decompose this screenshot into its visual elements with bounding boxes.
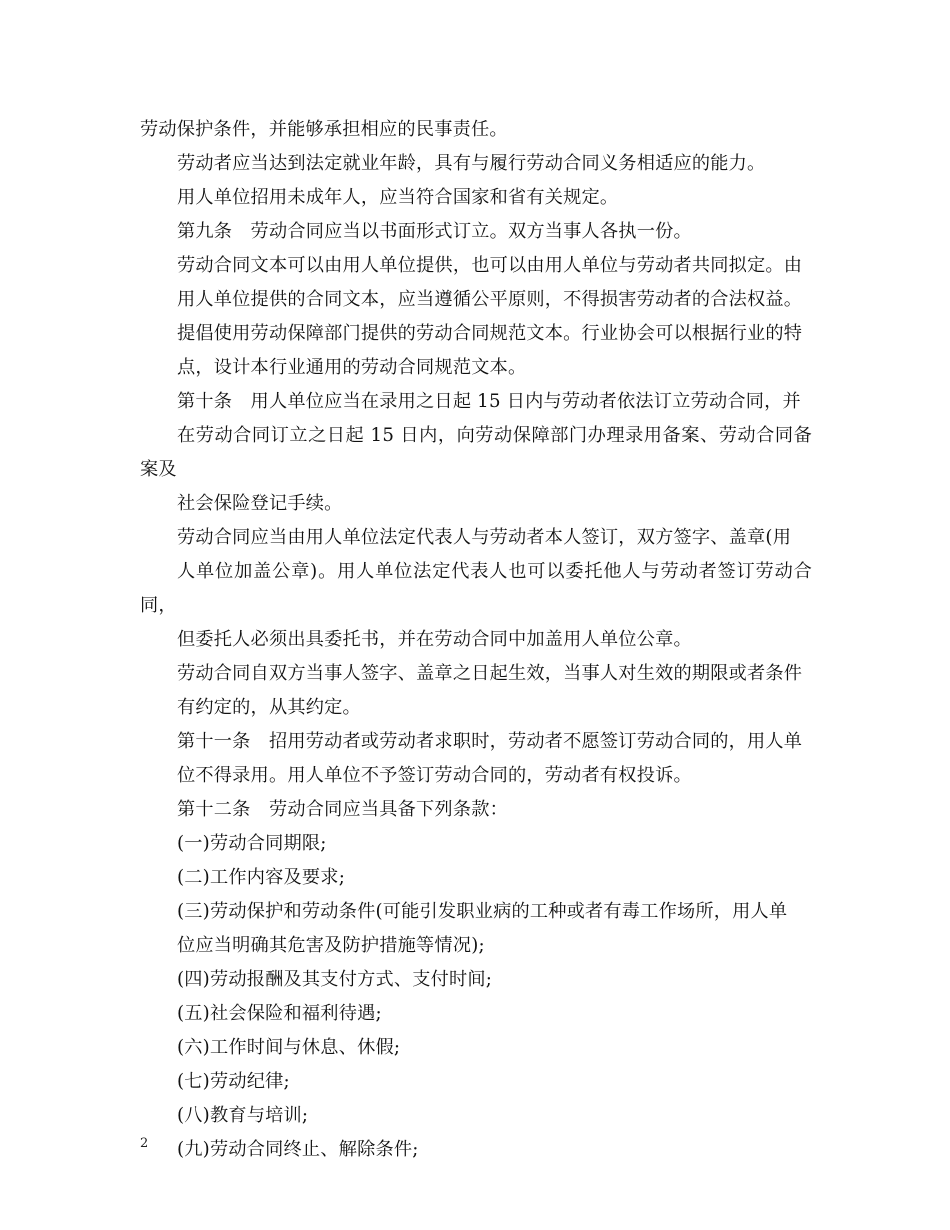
paragraph xyxy=(140,215,812,249)
text-line: 用人单位招用未成年人，应当符合国家和省有关规定。 xyxy=(177,187,619,208)
text-line: 第九条 劳动合同应当以书面形式订立。双方当事人各执一份。 xyxy=(177,221,692,242)
text-line: 第十条 用人单位应当在录用之日起 15 日内与劳动者依法订立劳动合同，并 xyxy=(177,391,801,412)
text-line: 用人单位提供的合同文本，应当遵循公平原则，不得损害劳动者的合法权益。 xyxy=(177,289,803,310)
text-line: 第十一条 招用劳动者或劳动者求职时，劳动者不愿签订劳动合同的，用人单 xyxy=(177,731,803,752)
text-line: (八)教育与培训; xyxy=(177,1105,309,1126)
text-line: (五)社会保险和福利待遇; xyxy=(177,1003,382,1024)
page-number: 2 xyxy=(140,1136,149,1151)
text-line: 在劳动合同订立之日起 15 日内，向劳动保障部门办理录用备案、劳动合同备案及 xyxy=(140,425,812,480)
text-line: (一)劳动合同期限; xyxy=(177,833,327,854)
text-line: (四)劳动报酬及其支付方式、支付时间; xyxy=(177,969,493,990)
text-line: 劳动合同文本可以由用人单位提供，也可以由用人单位与劳动者共同拟定。由 xyxy=(177,255,803,276)
paragraph xyxy=(140,1133,812,1167)
text-line: (九)劳动合同终止、解除条件; xyxy=(177,1139,419,1160)
text-line: (七)劳动纪律; xyxy=(177,1071,290,1092)
paragraph xyxy=(140,1065,812,1099)
text-line: 第十二条 劳动合同应当具备下列条款： xyxy=(177,799,508,820)
paragraph xyxy=(140,181,812,215)
paragraph xyxy=(140,317,812,385)
text-line: 劳动合同自双方当事人签字、盖章之日起生效，当事人对生效的期限或者条件 xyxy=(177,663,803,684)
text-line: 点，设计本行业通用的劳动合同规范文本。 xyxy=(177,357,527,378)
paragraph xyxy=(140,385,812,521)
text-line: 社会保险登记手续。 xyxy=(177,493,343,514)
text-line: (二)工作内容及要求; xyxy=(177,867,346,888)
paragraph xyxy=(140,147,812,181)
document-body xyxy=(140,113,812,1167)
paragraph xyxy=(140,1099,812,1133)
text-line: 但委托人必须出具委托书，并在劳动合同中加盖用人单位公章。 xyxy=(177,629,692,650)
text-line: 人单位加盖公章)。用人单位法定代表人也可以委托他人与劳动者签订劳动合同， xyxy=(140,561,812,616)
text-line: 劳动保护条件，并能够承担相应的民事责任。 xyxy=(140,119,508,140)
paragraph xyxy=(140,113,812,147)
text-line: 提倡使用劳动保障部门提供的劳动合同规范文本。行业协会可以根据行业的特 xyxy=(177,323,803,344)
paragraph xyxy=(140,521,812,657)
text-line: (三)劳动保护和劳动条件(可能引发职业病的工种或者有毒工作场所，用人单 xyxy=(177,901,788,922)
paragraph xyxy=(140,895,812,963)
text-line: 劳动者应当达到法定就业年龄，具有与履行劳动合同义务相适应的能力。 xyxy=(177,153,766,174)
paragraph xyxy=(140,657,812,725)
text-line: (六)工作时间与休息、休假; xyxy=(177,1037,401,1058)
text-line: 位应当明确其危害及防护措施等情况); xyxy=(177,935,485,956)
paragraph xyxy=(140,861,812,895)
paragraph xyxy=(140,963,812,997)
paragraph xyxy=(140,997,812,1031)
paragraph xyxy=(140,1031,812,1065)
paragraph xyxy=(140,827,812,861)
text-line: 劳动合同应当由用人单位法定代表人与劳动者本人签订，双方签字、盖章(用 xyxy=(177,527,792,548)
text-line: 位不得录用。用人单位不予签订劳动合同的，劳动者有权投诉。 xyxy=(177,765,692,786)
paragraph xyxy=(140,249,812,317)
text-line: 有约定的，从其约定。 xyxy=(177,697,361,718)
paragraph xyxy=(140,725,812,793)
paragraph xyxy=(140,793,812,827)
